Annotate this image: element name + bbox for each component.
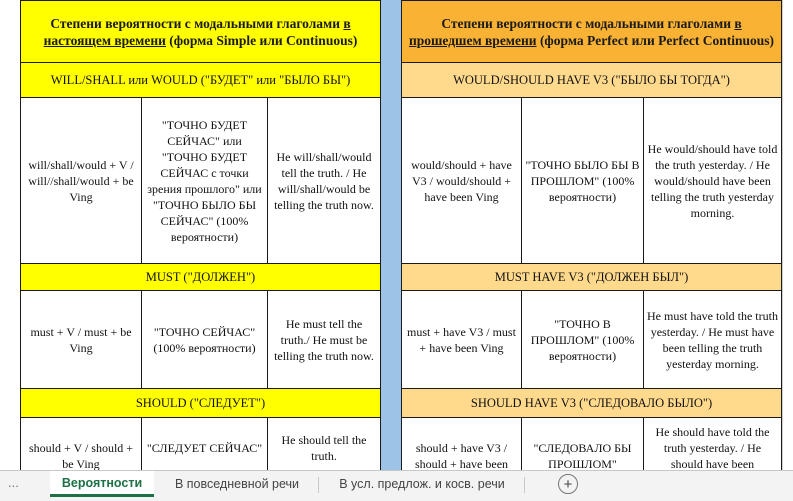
section-title-would-have[interactable]: WOULD/SHOULD HAVE V3 ("БЫЛО БЫ ТОГДА") — [401, 62, 782, 98]
form-cell[interactable]: must + V / must + be Ving — [20, 290, 142, 389]
tab-povsednevnoy-rechi[interactable]: В повседневной речи — [174, 477, 300, 491]
form-cell[interactable]: would/should + have V3 / would/should + have been Ving — [401, 97, 522, 264]
meaning-cell[interactable]: "СЛЕДОВАЛО БЫ ПРОШЛОМ" — [521, 417, 644, 470]
section-title-must[interactable]: MUST ("ДОЛЖЕН") — [20, 263, 381, 291]
sheet-tab-bar — [0, 470, 793, 501]
example-cell[interactable]: He should have told the truth yesterday. / He should have been — [643, 417, 782, 470]
meaning-cell[interactable]: "ТОЧНО В ПРОШЛОМ" (100% вероятности) — [521, 290, 644, 389]
tab-usl-predlozh[interactable]: В усл. предлож. и косв. речи — [339, 477, 505, 491]
gridline — [782, 0, 783, 470]
header-present-text: Степени вероятности с модальными глаголами в настоящем времени (форма Simple или Continuous) — [43, 15, 358, 48]
example-cell[interactable]: He will/shall/would tell the truth. / He will/shall/would be telling the truth now. — [267, 97, 381, 264]
example-cell[interactable]: He should tell the truth. — [267, 417, 381, 470]
header-present[interactable] — [20, 0, 381, 63]
add-sheet-button[interactable] — [558, 474, 578, 494]
form-cell[interactable]: should + V / should + be Ving — [20, 417, 142, 470]
example-cell[interactable]: He must have told the truth yesterday. / He must have been telling the truth yesterday morning. — [643, 290, 782, 389]
form-cell[interactable]: will/shall/would + V / will//shall/would + be Ving — [20, 97, 142, 264]
plus-icon: + — [563, 475, 573, 493]
example-cell[interactable]: He would/should have told the truth yesterday. / He would/should have been telling the truth yesterday morning. — [643, 97, 782, 264]
header-past-text: Степени вероятности с модальными глаголами в прошедшем времени (форма Perfect или Perfect Continuous) — [408, 15, 774, 48]
meaning-cell[interactable]: "СЛЕДУЕТ СЕЙЧАС" — [141, 417, 268, 470]
form-cell[interactable]: must + have V3 / must + have been Ving — [401, 290, 522, 389]
tab-separator — [318, 477, 319, 493]
section-title-will[interactable]: WILL/SHALL или WOULD ("БУДЕТ" или "БЫЛО БЫ") — [20, 62, 381, 98]
example-cell[interactable]: He must tell the truth./ He must be telling the truth now. — [267, 290, 381, 389]
header-past[interactable] — [401, 0, 782, 63]
tab-scroll-more[interactable]: ... — [8, 475, 19, 490]
tab-verojatnosti[interactable]: Вероятности — [50, 471, 154, 497]
divider-column — [380, 0, 401, 470]
meaning-cell[interactable]: "ТОЧНО СЕЙЧАС" (100% вероятности) — [141, 290, 268, 389]
section-title-should[interactable]: SHOULD ("СЛЕДУЕТ") — [20, 388, 381, 418]
section-title-should-have[interactable]: SHOULD HAVE V3 ("СЛЕДОВАЛО БЫЛО") — [401, 388, 782, 418]
form-cell[interactable]: should + have V3 / should + have been — [401, 417, 522, 470]
meaning-cell[interactable]: "ТОЧНО БЫЛО БЫ В ПРОШЛОМ" (100% вероятности) — [521, 97, 644, 264]
meaning-cell[interactable]: "ТОЧНО БУДЕТ СЕЙЧАС" или "ТОЧНО БУДЕТ СЕЙЧАС с точки зрения прошлого" или "ТОЧНО БЫЛО БЫ СЕЙЧАС" (100% вероятности) — [141, 97, 268, 264]
section-title-must-have[interactable]: MUST HAVE V3 ("ДОЛЖЕН БЫЛ") — [401, 263, 782, 291]
tab-separator — [524, 477, 525, 493]
